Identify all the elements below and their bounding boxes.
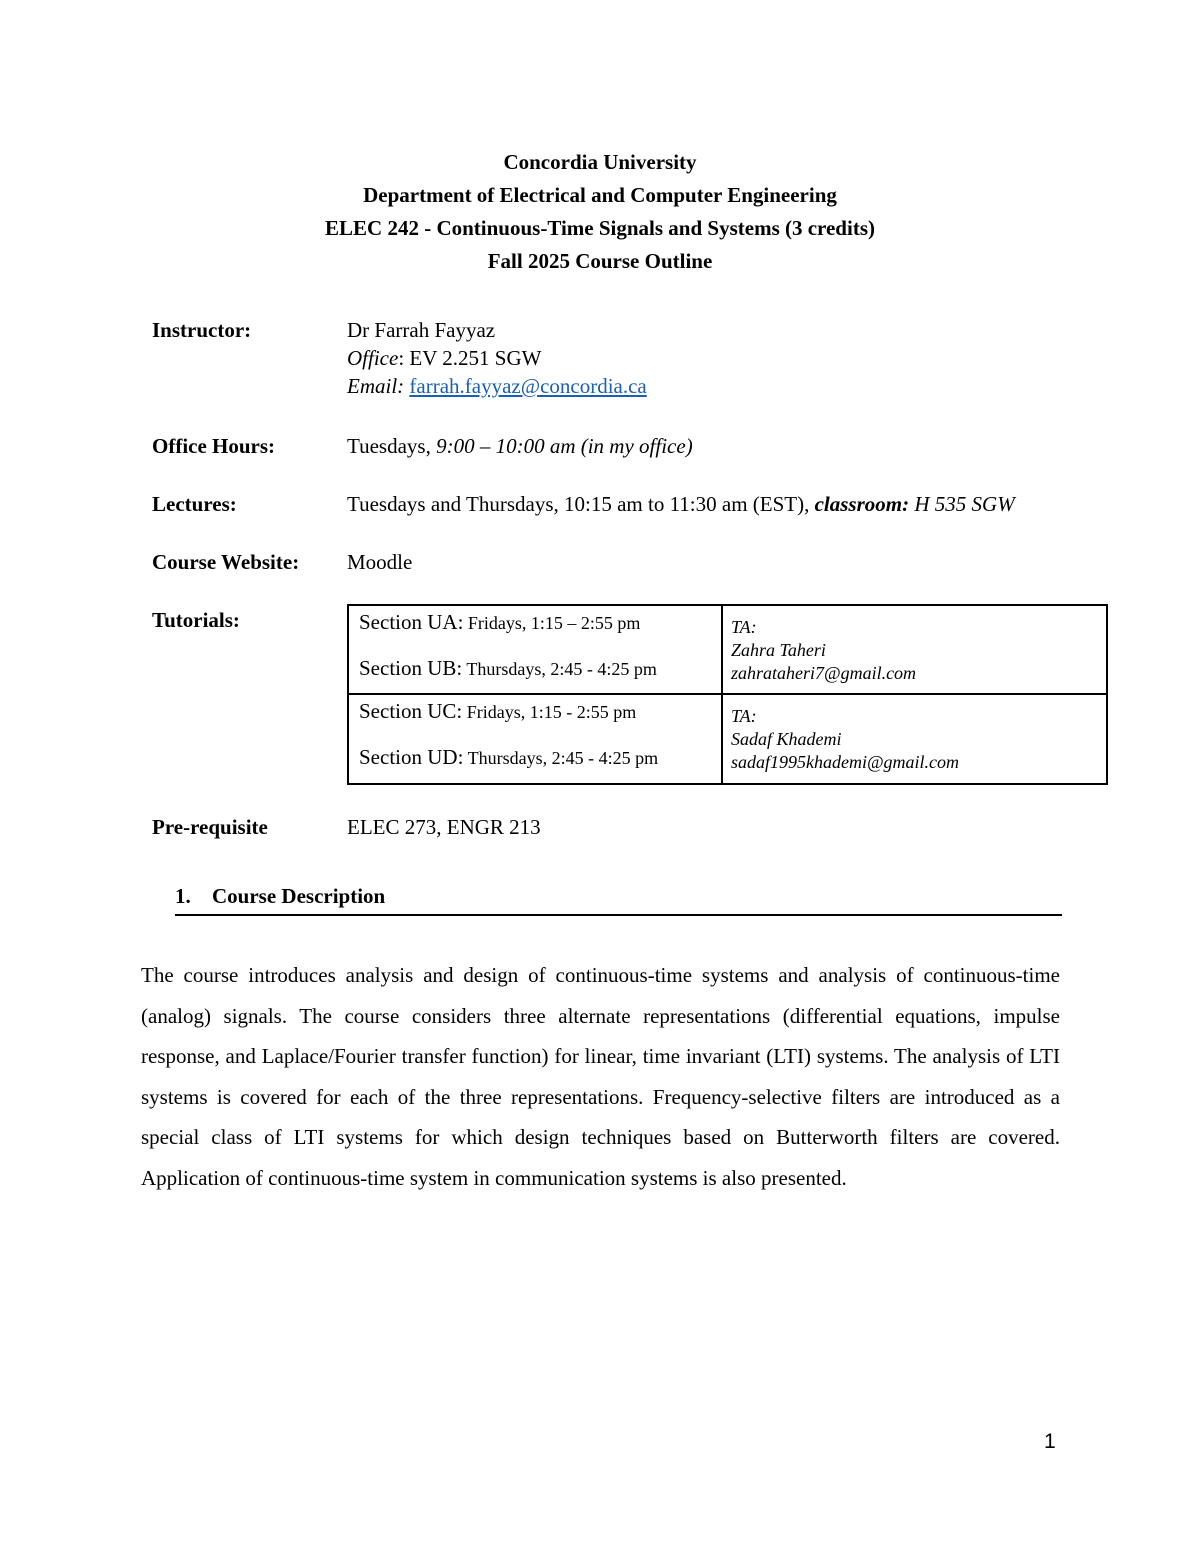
- email-label: Email:: [347, 374, 405, 398]
- tutorial-section: [359, 743, 721, 772]
- tutorials-table: [347, 604, 1108, 785]
- course-title: ELEC 242 - Continuous-Time Signals and Systems (3 credits): [325, 216, 875, 240]
- ta-email: sadaf1995khademi@gmail.com: [731, 752, 960, 772]
- ta-cell: [722, 605, 1107, 694]
- section-time: Fridays, 1:15 - 2:55 pm: [462, 702, 637, 722]
- section-time: Thursdays, 2:45 - 4:25 pm: [462, 659, 657, 679]
- office-hours-day: Tuesdays,: [347, 434, 437, 458]
- office-hours-time: 9:00 – 10:00 am (in my office): [436, 434, 693, 458]
- website-label: Course Website:: [152, 550, 300, 574]
- ta-label: TA:: [731, 706, 757, 726]
- term-title: Fall 2025 Course Outline: [487, 249, 713, 273]
- section-name: Section UC:: [359, 699, 463, 723]
- ta-name: Zahra Taheri: [731, 640, 826, 660]
- section-heading: [175, 882, 1062, 916]
- section-title: Course Description: [212, 884, 386, 908]
- tutorial-group-row: [348, 694, 1107, 784]
- instructor-label: Instructor:: [152, 318, 252, 342]
- tutorial-sections-cell: [348, 694, 722, 784]
- office-label: Office: [347, 346, 399, 370]
- instructor-email-link[interactable]: farrah.fayyaz@concordia.ca: [409, 374, 647, 398]
- section-number: 1.: [175, 884, 191, 908]
- tutorial-section: [359, 654, 721, 683]
- section-name: Section UD:: [359, 745, 464, 769]
- classroom-value: H 535 SGW: [909, 492, 1015, 516]
- section-time: Fridays, 1:15 – 2:55 pm: [463, 613, 641, 633]
- tutorial-section: [359, 697, 721, 726]
- ta-label: TA:: [731, 617, 757, 637]
- course-description-paragraph: The course introduces analysis and design of continuous-time systems and analysis of continuous-time (analog) signals. The course considers three alternate representations (differential equations, impulse response, and Laplace/Fourier transfer function) for linear, time invariant (LTI) systems. The analysis of LTI systems is covered for each of the three representations. Frequency-selective filters are introduced as a special class of LTI systems for which design techniques based on Butterworth filters are covered. Application of continuous-time system in communication systems is also presented.: [141, 963, 1060, 1190]
- section-name: Section UA:: [359, 610, 464, 634]
- department-name: Department of Electrical and Computer Engineering: [363, 183, 837, 207]
- website-value: Moodle: [347, 550, 413, 574]
- page-number: 1: [1044, 1430, 1056, 1453]
- instructor-name: Dr Farrah Fayyaz: [347, 318, 496, 342]
- ta-name: Sadaf Khademi: [731, 729, 842, 749]
- document-header: [0, 146, 1200, 278]
- prerequisite-label: Pre-requisite: [152, 815, 268, 839]
- tutorial-group-row: [348, 605, 1107, 694]
- lectures-schedule: Tuesdays and Thursdays, 10:15 am to 11:30 am (EST),: [347, 492, 815, 516]
- instructor-email: [347, 372, 647, 400]
- tutorials-label: Tutorials:: [152, 608, 240, 632]
- prerequisite-value: ELEC 273, ENGR 213: [347, 815, 541, 839]
- section-time: Thursdays, 2:45 - 4:25 pm: [463, 748, 659, 768]
- classroom-label: classroom:: [814, 492, 910, 516]
- section-name: Section UB:: [359, 656, 463, 680]
- ta-email: zahrataheri7@gmail.com: [731, 663, 917, 683]
- lectures-value: [347, 490, 1015, 518]
- office-value: : EV 2.251 SGW: [398, 346, 542, 370]
- university-name: Concordia University: [503, 150, 697, 174]
- ta-cell: [722, 694, 1107, 784]
- lectures-label: Lectures:: [152, 492, 237, 516]
- tutorial-section: [359, 608, 721, 637]
- instructor-office: [347, 344, 541, 372]
- office-hours-value: [347, 432, 693, 460]
- tutorial-sections-cell: [348, 605, 722, 694]
- office-hours-label: Office Hours:: [152, 434, 276, 458]
